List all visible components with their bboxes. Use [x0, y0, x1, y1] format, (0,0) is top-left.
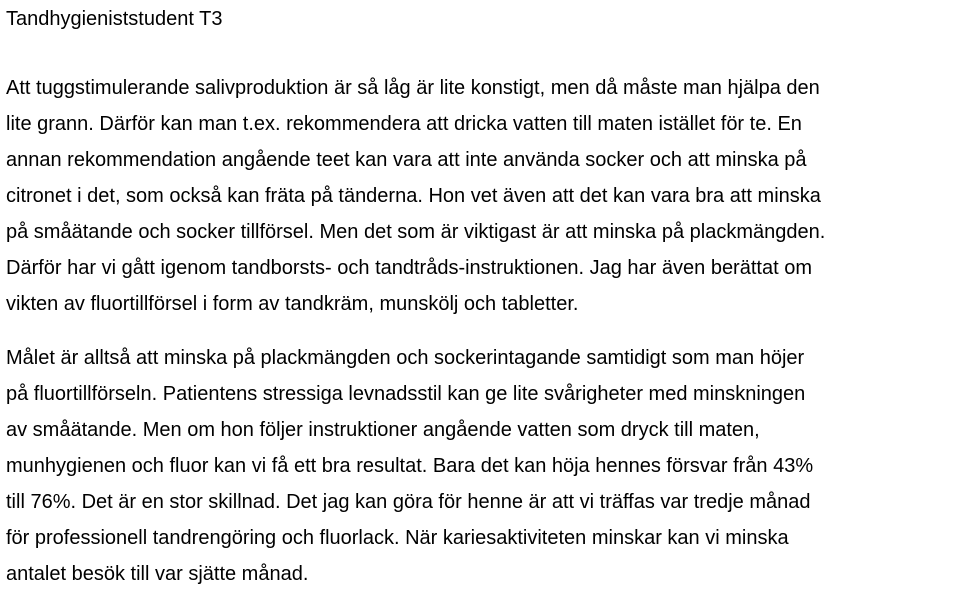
paragraph-line: för professionell tandrengöring och fluorlack. När kariesaktiviteten minskar kan vi minska [6, 527, 789, 549]
paragraph-line: lite grann. Därför kan man t.ex. rekommendera att dricka vatten till maten istället för te. En [6, 113, 802, 135]
paragraph-line: till 76%. Det är en stor skillnad. Det jag kan göra för henne är att vi träffas var tredje månad [6, 491, 811, 513]
paragraph-line: på småätande och socker tillförsel. Men det som är viktigast är att minska på plackmängden. [6, 221, 826, 243]
document-title: Tandhygieniststudent T3 [6, 8, 223, 30]
paragraph-line: Att tuggstimulerande salivproduktion är så låg är lite konstigt, men då måste man hjälpa den [6, 77, 820, 99]
paragraph-line: Därför har vi gått igenom tandborsts- och tandtråds-instruktionen. Jag har även berättat om [6, 257, 812, 279]
paragraph-line: vikten av fluortillförsel i form av tandkräm, munskölj och tabletter. [6, 293, 579, 315]
paragraph-line: Målet är alltså att minska på plackmängden och sockerintagande samtidigt som man höjer [6, 347, 805, 369]
paragraph-line: på fluortillförseln. Patientens stressiga levnadsstil kan ge lite svårigheter med minskningen [6, 383, 806, 405]
paragraph-2 [6, 340, 954, 592]
paragraph-line: av småätande. Men om hon följer instruktioner angående vatten som dryck till maten, [6, 419, 760, 441]
paragraph-line: citronet i det, som också kan fräta på tänderna. Hon vet även att det kan vara bra att minska [6, 185, 821, 207]
paragraph-1 [6, 70, 954, 322]
paragraph-line: antalet besök till var sjätte månad. [6, 563, 309, 585]
paragraph-line: annan rekommendation angående teet kan vara att inte använda socker och att minska på [6, 149, 807, 171]
paragraph-line: munhygienen och fluor kan vi få ett bra resultat. Bara det kan höja hennes försvar från 43% [6, 455, 814, 477]
